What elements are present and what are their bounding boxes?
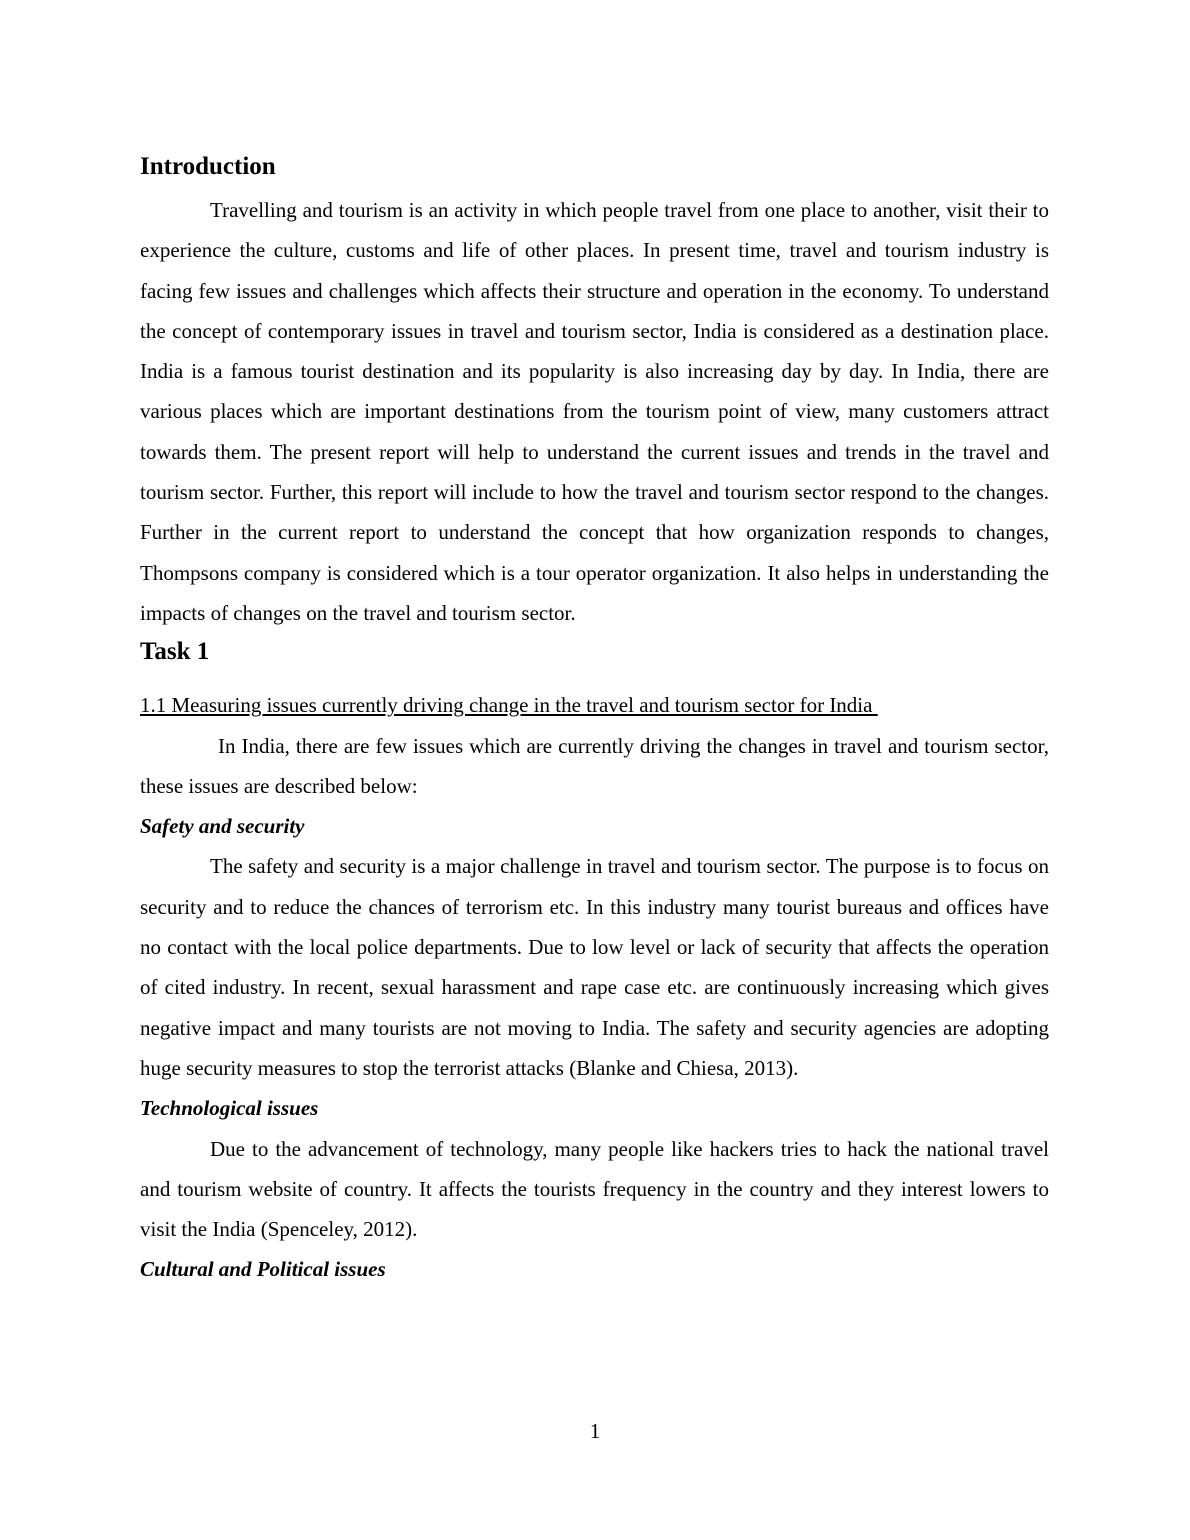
task-intro-paragraph: In India, there are few issues which are currently driving the changes in travel and tourism sector, these issues are described below: bbox=[140, 733, 1049, 798]
subsection-title-1-1: 1.1 Measuring issues currently driving change in the travel and tourism sector for India bbox=[140, 693, 878, 718]
introduction-paragraph: Travelling and tourism is an activity in which people travel from one place to another, visit their to experience the culture, customs and life of other places. In present time, travel and tourism industry is facing few issues and challenges which affects their structure and operation in the economy. To understand the concept of contemporary issues in travel and tourism sector, India is considered as a destination place. India is a famous tourist destination and its popularity is also increasing day by day. In India, there are various places which are important destinations from the tourism point of view, many customers attract towards them. The present report will help to understand the current issues and trends in the travel and tourism sector. Further, this report will include to how the travel and tourism sector respond to the changes. Further in the current report to understand the concept that how organization responds to changes, Thompsons company is considered which is a tour operator organization. It also helps in understanding the impacts of changes on the travel and tourism sector. bbox=[140, 198, 1049, 625]
page-content bbox=[140, 148, 1049, 1290]
safety-security-paragraph: The safety and security is a major challenge in travel and tourism sector. The purpose is to focus on security and to reduce the chances of terrorism etc. In this industry many tourist bureaus and offices have no contact with the local police departments. Due to low level or lack of security that affects the operation of cited industry. In recent, sexual harassment and rape case etc. are continuously increasing which gives negative impact and many tourists are not moving to India. The safety and security agencies are adopting huge security measures to stop the terrorist attacks (Blanke and Chiesa, 2013). bbox=[140, 854, 1049, 1080]
technological-issues-heading: Technological issues bbox=[140, 1096, 319, 1121]
task-1-heading: Task 1 bbox=[140, 638, 210, 666]
introduction-heading: Introduction bbox=[140, 153, 276, 180]
cultural-political-issues-heading: Cultural and Political issues bbox=[140, 1257, 386, 1282]
page-number: 1 bbox=[589, 1419, 601, 1443]
technological-issues-paragraph: Due to the advancement of technology, many people like hackers tries to hack the national travel and tourism website of country. It affects the tourists frequency in the country and they interest lowers to visit the India (Spenceley, 2012). bbox=[140, 1136, 1049, 1242]
safety-security-heading: Safety and security bbox=[140, 814, 305, 839]
